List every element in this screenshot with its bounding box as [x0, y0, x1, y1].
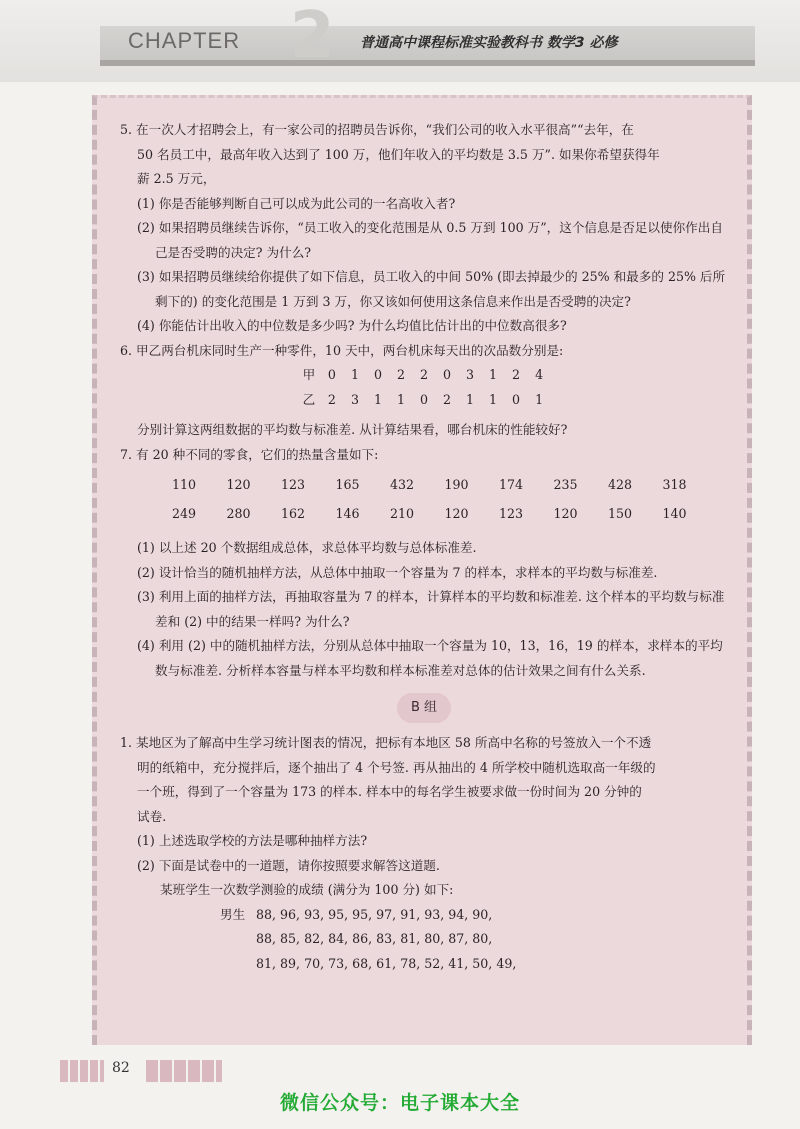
table-cell: 162 — [281, 505, 306, 521]
sequence-value: 1 — [396, 391, 405, 407]
table-cell: 140 — [662, 505, 687, 521]
problem-b1-line: 试卷. — [137, 808, 167, 824]
male-scores-line: 81, 89, 70, 73, 68, 61, 78, 52, 41, 50, 49, — [256, 955, 517, 971]
sequence-value: 4 — [535, 367, 544, 382]
sequence-value: 2 — [419, 367, 428, 382]
problem-b1 — [120, 731, 728, 976]
problem-b1-sub-intro: 某班学生一次数学测验的成绩 (满分为 100 分) 如下: — [160, 882, 454, 897]
sequence-yi — [120, 388, 728, 413]
table-cell: 146 — [335, 505, 360, 521]
sequence-value: 1 — [489, 391, 498, 407]
table-cell: 235 — [553, 477, 578, 492]
sequence-value: 0 — [419, 391, 428, 407]
male-scores — [220, 903, 728, 977]
table-cell: 318 — [662, 477, 687, 492]
problem-7-sub-1: (1) 以上述 20 个数据组成总体，求总体平均数与总体标准差. — [137, 540, 477, 555]
sequence-value: 3 — [466, 367, 475, 382]
sequence-value: 2 — [327, 391, 336, 407]
male-label: 男生 — [220, 906, 246, 922]
problem-7 — [120, 443, 728, 684]
sequence-value: 0 — [443, 367, 452, 382]
section-b-heading — [120, 693, 728, 723]
sequence-value: 2 — [512, 367, 521, 382]
sequence-label: 甲 — [302, 367, 316, 382]
table-cell: 110 — [172, 477, 197, 492]
sequence-value: 2 — [443, 391, 452, 407]
problem-7-intro: 7. 有 20 种不同的零食，它们的热量含量如下: — [120, 446, 379, 462]
table-cell: 123 — [499, 505, 524, 521]
table-cell: 428 — [608, 477, 633, 492]
problem-6 — [120, 339, 728, 443]
table-cell: 120 — [226, 477, 251, 492]
section-b-label: B 组 — [397, 693, 451, 723]
problem-7-sub-4: (4) 利用 (2) 中的随机抽样方法，分别从总体中抽取一个容量为 10，13，16，19 的样本，求样本的平均数与标准差. 分析样本容量与样本平均数和样本标准差对总体的估计效果之间有什么关系. — [137, 638, 723, 678]
table-cell: 123 — [281, 477, 306, 492]
problem-5-sub-1: (1) 你是否能够判断自己可以成为此公司的一名高收入者? — [137, 195, 456, 211]
male-scores-line: 88, 96, 93, 95, 95, 97, 91, 93, 94, 90, — [256, 906, 493, 922]
footer-decoration-left — [60, 1060, 104, 1082]
table-cell: 190 — [444, 477, 469, 492]
page-number: 82 — [112, 1060, 130, 1076]
problem-b1-sub-2: (2) 下面是试卷中的一道题，请你按照要求解答这道题. — [137, 857, 440, 873]
problem-5-sub-3: (3) 如果招聘员继续给你提供了如下信息，员工收入的中间 50% (即去掉最少的 25% 和最多的 25% 后所剩下的) 的变化范围是 1 万到 3 万，你又该如何使用这条信息来作出是否受聘的决定? — [137, 269, 726, 309]
table-cell: 280 — [226, 505, 251, 521]
calorie-table — [172, 473, 728, 526]
problem-b1-line: 明的纸箱中，充分搅拌后，逐个抽出了 4 个号签. 再从抽出的 4 所学校中随机选取高一年级的 — [137, 759, 656, 775]
table-cell: 120 — [444, 505, 469, 521]
problem-7-sub-3: (3) 利用上面的抽样方法，再抽取容量为 7 的样本，计算样本的平均数和标准差. 这个样本的平均数与标准差和 (2) 中的结果一样吗? 为什么? — [137, 589, 725, 629]
sequence-value: 1 — [535, 391, 544, 407]
exercise-content — [120, 118, 728, 976]
sequence-value: 1 — [373, 391, 382, 407]
watermark: 微信公众号：电子课本大全 — [279, 1092, 520, 1114]
table-cell: 120 — [553, 505, 578, 521]
table-row — [172, 473, 728, 498]
problem-5-line: 薪 2.5 万元， — [137, 171, 216, 186]
problem-5-line: 5. 在一次人才招聘会上，有一家公司的招聘员告诉你，“我们公司的收入水平很高”“去年，在 — [120, 122, 634, 137]
chapter-number: 2 — [290, 0, 335, 73]
table-row — [172, 502, 728, 527]
problem-b1-line: 1. 某地区为了解高中生学习统计图表的情况，把标有本地区 58 所高中名称的号签放入一个不透 — [120, 735, 652, 750]
problem-5-line: 50 名员工中，最高年收入达到了 100 万，他们年收入的平均数是 3.5 万”. 如果你希望获得年 — [137, 146, 660, 162]
problem-5-sub-2: (2) 如果招聘员继续告诉你，“员工收入的变化范围是从 0.5 万到 100 万”，这个信息是否足以使你作出自己是否受聘的决定? 为什么? — [137, 220, 723, 260]
sequence-jia — [120, 363, 728, 388]
table-cell: 210 — [390, 505, 415, 521]
page-header — [0, 0, 800, 82]
table-cell: 150 — [608, 505, 633, 521]
problem-b1-line: 一个班，得到了一个容量为 173 的样本. 样本中的每名学生被要求做一份时间为 20 分钟的 — [137, 784, 642, 799]
table-cell: 432 — [390, 477, 415, 492]
sequence-value: 0 — [327, 367, 336, 382]
sequence-value: 1 — [466, 391, 475, 407]
problem-6-intro: 6. 甲乙两台机床同时生产一种零件，10 天中，两台机床每天出的次品数分别是: — [120, 342, 564, 358]
sequence-value: 1 — [489, 367, 498, 382]
chapter-label: CHAPTER — [128, 28, 241, 53]
sequence-value: 1 — [350, 367, 359, 382]
problem-5-sub-4: (4) 你能估计出收入的中位数是多少吗? 为什么均值比估计出的中位数高很多? — [137, 318, 567, 333]
table-cell: 165 — [335, 477, 360, 492]
sequence-value: 3 — [350, 391, 359, 407]
problem-7-sub-2: (2) 设计恰当的随机抽样方法，从总体中抽取一个容量为 7 的样本，求样本的平均数与标准差. — [137, 564, 658, 580]
male-scores-line: 88, 85, 82, 84, 86, 83, 81, 80, 87, 80, — [256, 931, 493, 946]
book-title: 普通高中课程标准实验教科书 数学3 必修 — [360, 35, 618, 51]
problem-6-question: 分别计算这两组数据的平均数与标准差. 从计算结果看，哪台机床的性能较好? — [137, 422, 568, 437]
table-cell: 174 — [499, 477, 524, 492]
problem-5 — [120, 118, 728, 339]
sequence-value: 2 — [396, 367, 405, 382]
table-cell: 249 — [172, 505, 197, 521]
sequence-label: 乙 — [302, 391, 316, 407]
footer-decoration-right — [146, 1060, 222, 1082]
sequence-value: 0 — [512, 391, 521, 407]
sequence-value: 0 — [373, 367, 382, 382]
problem-b1-sub-1: (1) 上述选取学校的方法是哪种抽样方法? — [137, 833, 368, 848]
